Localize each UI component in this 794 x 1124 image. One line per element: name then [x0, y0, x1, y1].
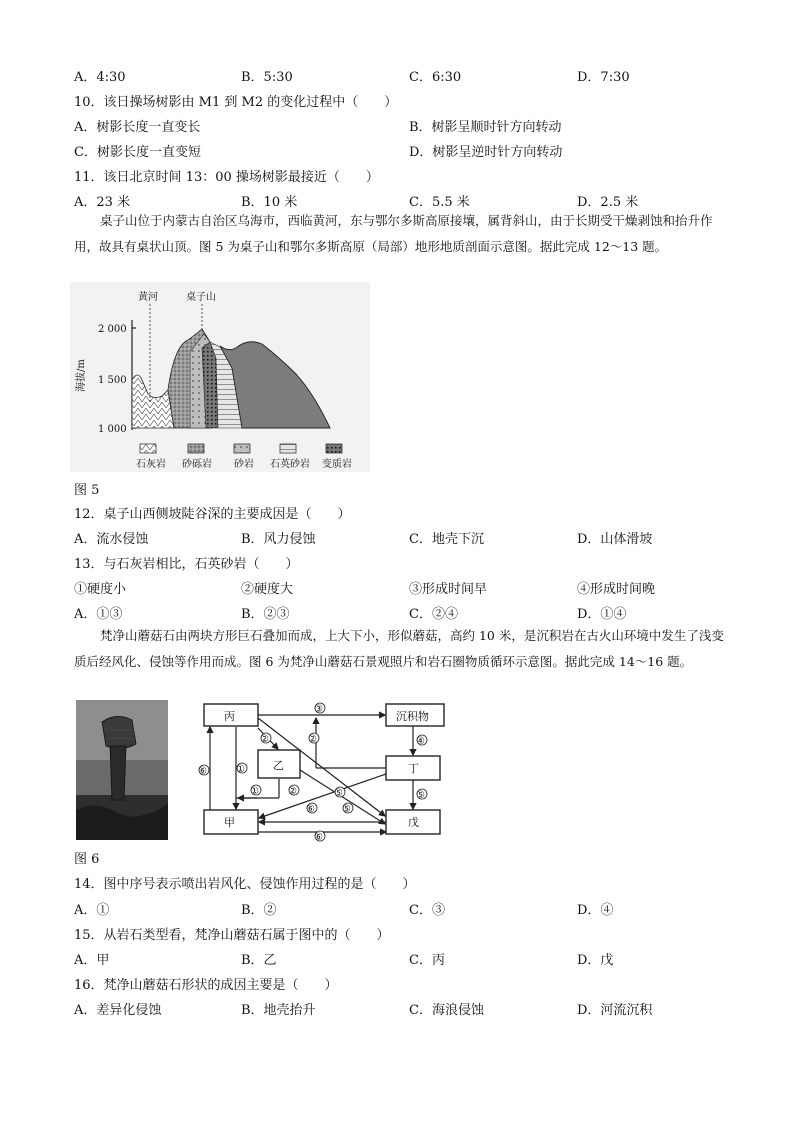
legend-quartz-sandstone: 石英砂岩 — [270, 459, 310, 470]
q14-option-b[interactable]: B．② — [241, 903, 277, 918]
q11-option-a[interactable]: A．23 米 — [74, 195, 131, 210]
rock-cycle-diagram — [196, 698, 454, 842]
q14-option-d[interactable]: D．④ — [577, 903, 614, 918]
q16-option-c[interactable]: C．海浪侵蚀 — [409, 1003, 484, 1018]
q11-option-d[interactable]: D．2.5 米 — [577, 195, 639, 210]
label-sediment: 沉积物 — [396, 710, 429, 723]
q12-option-d[interactable]: D．山体滑坡 — [577, 532, 653, 547]
figure-5-cross-section — [70, 282, 370, 472]
q12-option-b[interactable]: B．风力侵蚀 — [241, 532, 316, 547]
mushroom-rock-photo — [76, 700, 168, 840]
label-yi: 乙 — [273, 759, 284, 772]
q15-option-c[interactable]: C．丙 — [409, 953, 445, 968]
q14-option-a[interactable]: A．① — [74, 903, 110, 918]
q11-stem: 11．该日北京时间 13：00 操场树影最接近（ ） — [74, 170, 379, 185]
arrow-4: ④ — [416, 736, 425, 747]
q12-option-a[interactable]: A．流水侵蚀 — [74, 532, 149, 547]
arrow-6-bottom: ⑥ — [314, 832, 323, 842]
q16-option-d[interactable]: D．河流沉积 — [577, 1003, 653, 1018]
arrow-2-mid: ② — [308, 734, 317, 745]
q16-option-b[interactable]: B．地壳抬升 — [241, 1003, 316, 1018]
figure-5-caption: 图 5 — [74, 483, 100, 498]
q14-option-c[interactable]: C．③ — [409, 903, 445, 918]
q11-option-b[interactable]: B．10 米 — [241, 195, 298, 210]
legend-gravel: 砂砾岩 — [182, 459, 212, 470]
q10-option-a[interactable]: A．树影长度一直变长 — [74, 120, 201, 135]
y-tick-1500: 1 500 — [98, 375, 127, 386]
q13-stem: 13．与石灰岩相比，石英砂岩（ ） — [74, 557, 299, 572]
q16-option-a[interactable]: A．差异化侵蚀 — [74, 1003, 162, 1018]
legend-sandstone: 砂岩 — [234, 459, 254, 470]
q13-statement-2: ②硬度大 — [241, 582, 294, 597]
label-wu: 戊 — [408, 816, 419, 829]
q10-option-d[interactable]: D．树影呈逆时针方向转动 — [409, 145, 563, 160]
y-tick-1000: 1 000 — [98, 424, 127, 435]
passage-zhuozishan: 桌子山位于内蒙古自治区乌海市，西临黄河，东与鄂尔多斯高原接壤，属背斜山，由于长期受干燥剥蚀和抬升作用，故具有桌状山顶。图 5 为桌子山和鄂尔多斯高原（局部）地形地质剖面示意图。据此完成 12～13 题。 — [74, 213, 713, 254]
label-zhuozishan: 桌子山 — [186, 292, 216, 303]
q9-option-a[interactable]: A．4:30 — [74, 70, 126, 85]
arrow-2: ② — [260, 734, 269, 745]
q13-statement-4: ④形成时间晚 — [577, 582, 656, 597]
q15-option-d[interactable]: D．戊 — [577, 953, 614, 968]
legend-limestone: 石灰岩 — [136, 459, 166, 470]
q13-option-a[interactable]: A．①③ — [74, 607, 123, 622]
arrow-5-right: ⑤ — [416, 790, 425, 801]
q13-statement-1: ①硬度小 — [74, 582, 127, 597]
arrow-1: ① — [236, 764, 245, 775]
figure-6-caption: 图 6 — [74, 852, 100, 867]
q13-option-b[interactable]: B．②③ — [241, 607, 290, 622]
label-jia: 甲 — [224, 816, 235, 829]
arrow-6-left: ⑥ — [198, 766, 207, 777]
q15-option-a[interactable]: A．甲 — [74, 953, 110, 968]
arrow-3: ③ — [314, 704, 323, 715]
q16-stem: 16．梵净山蘑菇石形状的成因主要是（ ） — [74, 978, 338, 993]
arrow-1-low: ① — [250, 786, 259, 797]
y-axis-label: 海拔/m — [76, 359, 87, 392]
q12-option-c[interactable]: C．地壳下沉 — [409, 532, 484, 547]
q15-option-b[interactable]: B．乙 — [241, 953, 277, 968]
q13-option-d[interactable]: D．①④ — [577, 607, 627, 622]
label-ding: 丁 — [408, 762, 419, 775]
q10-option-c[interactable]: C．树影长度一直变短 — [74, 145, 201, 160]
q9-option-d[interactable]: D．7:30 — [577, 70, 630, 85]
label-huanghe: 黄河 — [138, 292, 158, 303]
q9-option-c[interactable]: C．6:30 — [409, 70, 462, 85]
q10-stem: 10．该日操场树影由 M1 到 M2 的变化过程中（ ） — [74, 95, 398, 110]
y-tick-2000: 2 000 — [98, 324, 127, 335]
arrow-2-low: ② — [288, 786, 297, 797]
arrow-5-low: ⑤ — [342, 804, 351, 815]
q11-option-c[interactable]: C．5.5 米 — [409, 195, 470, 210]
passage-fanjingshan: 梵净山蘑菇石由两块方形巨石叠加而成，上大下小，形似蘑菇，高约 10 米，是沉积岩在古火山环境中发生了浅变质后经风化、侵蚀等作用而成。图 6 为梵净山蘑菇石景观照片和岩石圈物质循环示意图。据此完成 14～16 题。 — [74, 628, 724, 669]
q13-option-c[interactable]: C．②④ — [409, 607, 458, 622]
label-bing: 丙 — [224, 710, 235, 723]
q13-statement-3: ③形成时间早 — [409, 582, 488, 597]
arrow-6-mid: ⑥ — [306, 804, 315, 815]
q12-stem: 12．桌子山西侧坡陡谷深的主要成因是（ ） — [74, 507, 351, 522]
arrow-5-mid: ⑤ — [334, 788, 343, 799]
legend-metamorphic: 变质岩 — [322, 459, 352, 470]
q14-stem: 14．图中序号表示喷出岩风化、侵蚀作用过程的是（ ） — [74, 877, 416, 892]
q9-option-b[interactable]: B．5:30 — [241, 70, 293, 85]
q10-option-b[interactable]: B．树影呈顺时针方向转动 — [409, 120, 562, 135]
q15-stem: 15．从岩石类型看，梵净山蘑菇石属于图中的（ ） — [74, 928, 390, 943]
